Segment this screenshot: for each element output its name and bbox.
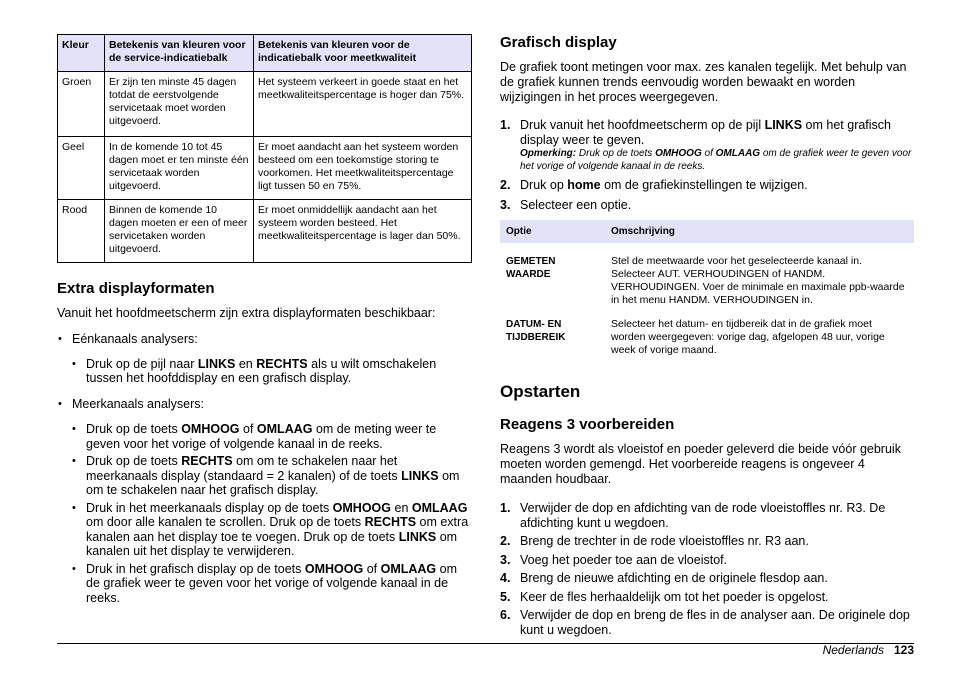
list-item: • Druk op de toets RECHTS om om te schakelen naar het meerkanaals display (standaard = 2 kanalen) of de toets LINKS om om te schakelen naar het grafisch display. (57, 454, 472, 498)
reagens-intro: Reagens 3 wordt als vloeistof en poeder geleverd die beide vóór gebruik moeten worden gemengd. Het voorbereide reagens is ongeveer 4 maanden houdbaar. (500, 442, 901, 486)
color-meaning-table (57, 34, 472, 263)
table-cell: Rood (58, 200, 105, 263)
step-text: Breng de trechter in de rode vloeistoffles nr. R3 aan. (520, 534, 809, 548)
step-note: Opmerking: Druk op de toets OMHOOG of OMLAAG om de grafiek weer te geven voor het vorige of volgende kanaal in de reeks. (520, 148, 912, 172)
step-item: 2. Druk op home om de grafiekinstellingen te wijzigen. (500, 178, 808, 192)
step-item (500, 608, 914, 637)
grafisch-steps (500, 118, 914, 212)
step-text: Breng de nieuwe afdichting en de originele flesdop aan. (520, 571, 828, 585)
table-row (500, 313, 914, 363)
table-cell: GEMETEN WAARDE (506, 256, 556, 280)
grafisch-intro: De grafiek toont metingen voor max. zes kanalen tegelijk. Met behulp van de grafiek kunnen trends eenvoudig worden bewaakt en worden wijzigingen in het proces weergegeven. (500, 60, 907, 104)
opstarten-heading: Opstarten (500, 382, 581, 401)
table-cell: Stel de meetwaarde voor het geselecteerde kanaal in. Selecteer AUT. VERHOUDINGEN of HANDM. VERHOUDINGEN. Voer de minimale en maximale ppb-waarde in het menu HANDM. VERHOUDINGEN in. (611, 255, 905, 306)
table-cell: Er moet aandacht aan het systeem worden besteed om een toekomstige storing te voorkomen. Het meetkwaliteitspercentage ligt tussen 50 en 75%. (254, 137, 472, 200)
table-row (58, 200, 472, 263)
list-item: • Eénkanaals analysers: (57, 332, 472, 347)
step-item (500, 571, 914, 586)
step-number: 2. (500, 178, 511, 192)
list-item: • Druk in het grafisch display op de toets OMHOOG of OMLAAG om de grafiek weer te geven voor het vorige of volgende kanaal in de reeks. (57, 562, 472, 606)
step-item (500, 534, 914, 549)
reagens-steps (500, 501, 914, 637)
table-cell: In de komende 10 tot 45 dagen moet er ten minste één servicetaak worden uitgevoerd. (105, 137, 254, 200)
list-item: • Meerkanaals analysers: (57, 397, 472, 412)
analyser-type-list (57, 332, 472, 347)
grafisch-display-heading: Grafisch display (500, 34, 617, 51)
table-cell: DATUM- EN TIJDBEREIK (506, 319, 566, 343)
extra-displayformaten-heading: Extra displayformaten (57, 280, 215, 297)
step-text: Verwijder de dop en breng de fles in de analyser aan. De originele dop kunt u wegdoen. (520, 608, 910, 637)
step-item: 1. Druk vanuit het hoofdmeetscherm op de pijl LINKS om het grafisch display weer te geven. Opmerking: Druk op de toets OMHOOG of OMLAAG om de grafiek weer te geven voor het vorige of volgende kanaal in de reeks. (500, 118, 914, 173)
list-item: • Druk op de toets OMHOOG of OMLAAG om de meting weer te geven voor het vorige of volgende kanaal in de reeks. (57, 422, 472, 451)
options-table (500, 220, 914, 363)
step-text: Keer de fles herhaaldelijk om tot het poeder is opgelost. (520, 589, 829, 604)
step-item (500, 553, 914, 568)
footer-language: Nederlands (822, 643, 884, 657)
step-number: 1. (500, 118, 511, 132)
step-item: 3. Selecteer een optie. (500, 197, 632, 212)
table-row (500, 243, 914, 313)
step-number: 1. (500, 501, 511, 515)
table-cell: Er zijn ten minste 45 dagen totdat de eerstvolgende servicetaak moet worden uitgevoerd. (105, 72, 254, 137)
right-column (500, 34, 914, 641)
step-number: 2. (500, 534, 511, 548)
table-header-row (58, 35, 472, 72)
reagens-heading: Reagens 3 voorbereiden (500, 416, 675, 433)
step-item (500, 501, 914, 530)
table-cell: Geel (58, 137, 105, 200)
step-item (500, 590, 914, 605)
table-header-cell: Betekenis van kleuren voor de service-indicatiebalk (105, 35, 254, 72)
table-cell: Het systeem verkeert in goede staat en het meetkwaliteitspercentage is hoger dan 75%. (254, 72, 472, 137)
multi-channel-list (57, 422, 472, 605)
step-number: 3. (500, 197, 511, 212)
table-header-cell: Omschrijving (605, 220, 914, 243)
page-number: 123 (893, 643, 914, 657)
step-number: 4. (500, 571, 511, 585)
step-number: 6. (500, 608, 511, 622)
table-row (58, 72, 472, 137)
footer-divider (57, 643, 914, 644)
list-item: • Druk op de pijl naar LINKS en RECHTS als u wilt omschakelen tussen het hoofddisplay en een grafisch display. (57, 357, 472, 386)
table-header-cell: Betekenis van kleuren voor de indicatiebalk voor meetkwaliteit (254, 35, 472, 72)
step-text: Verwijder de dop en afdichting van de rode vloeistoffles nr. R3. De afdichting kunt u wegdoen. (520, 501, 886, 530)
left-column (57, 34, 472, 608)
list-item: • Druk in het meerkanaals display op de toets OMHOOG en OMLAAG om door alle kanalen te scrollen. Druk op de toets RECHTS om extra kanalen aan het display toe te voegen. Druk op de toets LINKS om kanalen uit het display te verwijderen. (57, 501, 472, 559)
step-number: 3. (500, 552, 511, 567)
single-channel-list (57, 357, 472, 386)
step-number: 5. (500, 589, 511, 604)
table-header-row (500, 220, 914, 243)
table-header-cell: Kleur (58, 35, 105, 72)
analyser-type-list (57, 397, 472, 412)
table-header-cell: Optie (500, 220, 605, 243)
table-cell: Er moet onmiddellijk aandacht aan het systeem worden besteed. Het meetkwaliteitspercentage is lager dan 50%. (254, 200, 472, 263)
step-text: Voeg het poeder toe aan de vloeistof. (520, 552, 728, 567)
table-cell: Binnen de komende 10 dagen moeten er een of meer servicetaken worden uitgevoerd. (105, 200, 254, 263)
table-cell: Selecteer het datum- en tijdbereik dat in de grafiek moet worden weergegeven: vorige dag, afgelopen 48 uur, vorige week of vorige maand. (611, 318, 885, 356)
table-row (58, 137, 472, 200)
table-cell: Groen (58, 72, 105, 137)
page-footer (823, 643, 914, 657)
extra-intro: Vanuit het hoofdmeetscherm zijn extra displayformaten beschikbaar: (57, 306, 436, 320)
